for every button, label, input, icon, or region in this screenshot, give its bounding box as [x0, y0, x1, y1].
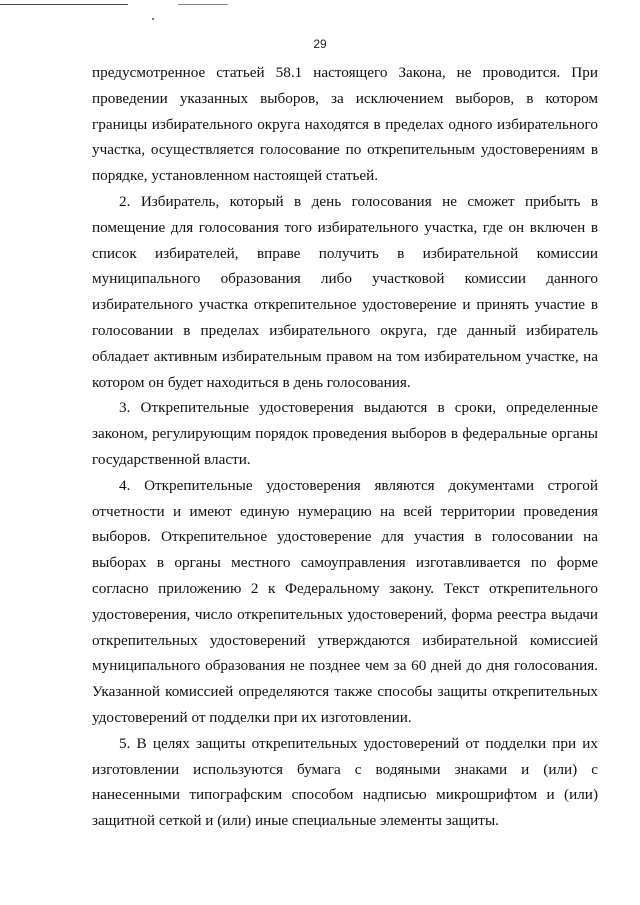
paragraph: 3. Открепительные удостоверения выдаются в сроки, определенные законом, регулирующим порядок проведения выборов в федеральные органы государственной власти. [92, 399, 598, 468]
paragraph: 2. Избиратель, который в день голосования не сможет прибыть в помещение для голосования того избирательного участка, где он включен в список избирателей, вправе получить в избирательной комиссии муниципального образования либо участковой комиссии данного избирательного участка открепительное удостоверение и принять участие в голосовании в пределах избирательного округа, где данный избиратель обладает активным избирательным правом на том избирательном участке, на котором он будет находиться в день голосования. [92, 192, 598, 391]
scan-artifact-line [178, 4, 228, 5]
paragraph: 5. В целях защиты открепительных удостоверений от подделки при их изготовлении используются бумага с водяными знаками и (или) с нанесенными типографским способом надписью микрошрифтом и (или) защитной сеткой и (или) иные специальные элементы защиты. [92, 734, 598, 830]
document-body [92, 60, 598, 834]
paragraph: 4. Открепительные удостоверения являются документами строгой отчетности и имеют единую нумерацию на всей территории проведения выборов. Открепительное удостоверение для участия в голосовании на выборах в органы местного самоуправления изготавливается по форме согласно приложению 2 к Федеральному закону. Текст открепительного удостоверения, число открепительных удостоверений, форма реестра выдачи открепительных удостоверений утверждаются избирательной комиссией муниципального образования не позднее чем за 60 дней до дня голосования. Указанной комиссией определяются также способы защиты открепительных удостоверений от подделки при их изготовлении. [92, 476, 598, 726]
paragraph: предусмотренное статьей 58.1 настоящего Закона, не проводится. При проведении указанных выборов, за исключением выборов, в котором границы избирательного округа находятся в пределах одного избирательного участка, осуществляется голосование по открепительным удостоверениям в порядке, установленном настоящей статьей. [92, 64, 598, 185]
scan-artifact-line [0, 4, 128, 5]
scan-artifact-dot [152, 18, 154, 20]
page-number: 29 [313, 37, 327, 51]
